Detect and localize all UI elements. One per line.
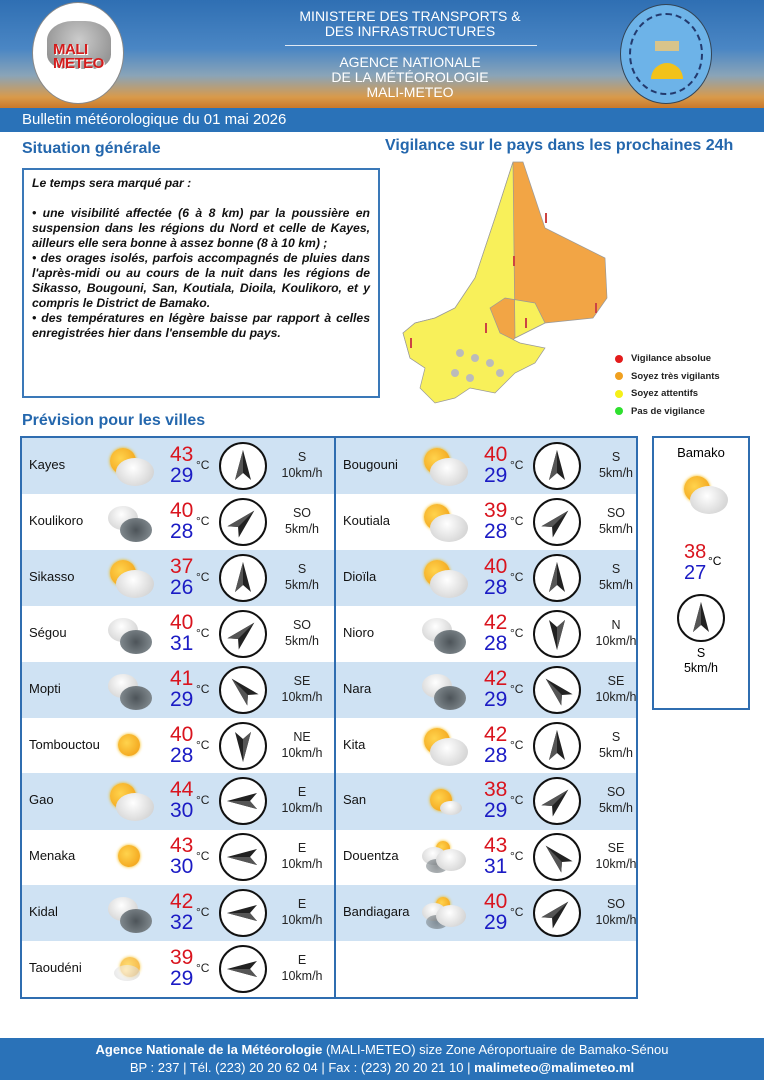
city-name: Nioro xyxy=(343,624,375,640)
wind-direction: SE xyxy=(607,841,625,856)
mixed-clouds-icon xyxy=(416,837,468,877)
city-forecast xyxy=(22,494,334,550)
wind-speed: 10km/h xyxy=(595,913,637,928)
city-name: San xyxy=(343,792,367,808)
temp-unit: °C xyxy=(196,513,210,528)
partly-sunny-icon xyxy=(416,502,468,542)
situation-intro: Le temps sera marqué par : xyxy=(32,176,192,190)
forecast-title: Prévision pour les villes xyxy=(22,412,206,429)
max-temp: 40 xyxy=(170,610,194,634)
wind-arrow-icon xyxy=(221,755,265,772)
wind-direction: SO xyxy=(606,785,626,800)
wind-direction: SO xyxy=(292,617,312,632)
city-forecast xyxy=(22,773,334,829)
partly-sunny-icon xyxy=(102,446,154,486)
min-temp: 29 xyxy=(484,687,508,711)
city-forecast xyxy=(336,773,648,829)
max-temp: 43 xyxy=(170,834,194,858)
min-temp: 29 xyxy=(484,799,508,823)
wind-direction-compass xyxy=(219,945,267,993)
table-row xyxy=(22,718,636,774)
situation-bullet: • des orages isolés, parfois accompagnés de pluies dans l'après-midi ou au cours de la nuit dans les régions de Sikasso, Bougouni, San, Koutiala, Dioila, Koulikoro, et y compris le District de Bamako. xyxy=(32,251,370,310)
max-temp: 37 xyxy=(170,554,194,578)
situation-box xyxy=(22,168,380,398)
wind-direction-compass xyxy=(219,442,267,490)
wind-arrow-icon xyxy=(221,866,265,883)
temp-unit: °C xyxy=(196,961,210,976)
wind-direction: S xyxy=(611,561,621,576)
max-temp: 42 xyxy=(484,610,508,634)
wind-arrow-icon xyxy=(535,922,579,939)
max-temp: 43 xyxy=(484,834,508,858)
column-divider xyxy=(334,438,336,997)
wind-direction: E xyxy=(297,953,307,968)
legend-dot-icon xyxy=(615,390,623,398)
wind-direction-compass xyxy=(219,610,267,658)
footer-agency: Agence Nationale de la Météorologie xyxy=(95,1042,323,1057)
table-row xyxy=(22,829,636,885)
wind-direction: S xyxy=(297,450,307,464)
max-temp: 40 xyxy=(484,890,508,914)
partly-sunny-icon xyxy=(102,781,154,821)
wind-speed: 10km/h xyxy=(281,969,323,984)
sunny-icon xyxy=(102,837,154,877)
legend-label: Vigilance absolue xyxy=(631,353,712,365)
wind-speed: 10km/h xyxy=(281,801,323,816)
wind-direction-compass xyxy=(219,554,267,602)
city-forecast xyxy=(22,885,334,941)
agency-line-1: AGENCE NATIONALE xyxy=(339,54,481,70)
overcast-icon xyxy=(102,893,154,933)
ministry-line-2: DES INFRASTRUCTURES xyxy=(324,23,496,39)
city-name: Taoudéni xyxy=(29,960,82,976)
city-forecast xyxy=(336,494,648,550)
legend-dot-icon xyxy=(615,407,623,415)
wind-speed: 10km/h xyxy=(595,633,637,648)
wind-direction: S xyxy=(297,561,307,576)
wind-arrow-icon xyxy=(221,699,265,716)
wind-direction-compass xyxy=(677,594,725,642)
capital-name: Bamako xyxy=(677,445,725,460)
wind-direction: SE xyxy=(607,673,625,688)
max-temp: 38 xyxy=(484,778,508,802)
max-temp: 39 xyxy=(484,498,508,522)
max-temp: 39 xyxy=(170,946,194,970)
wind-direction: SE xyxy=(293,673,311,688)
wind-direction-compass xyxy=(533,833,581,881)
temp-unit: °C xyxy=(196,569,210,584)
wind-direction-compass xyxy=(219,666,267,714)
city-name: Kita xyxy=(343,736,366,752)
wind-arrow-icon xyxy=(535,755,579,772)
city-name: Tombouctou xyxy=(29,736,100,752)
footer-email[interactable]: malimeteo@malimeteo.ml xyxy=(474,1060,635,1075)
capital-temp-unit: °C xyxy=(708,554,722,568)
min-temp: 28 xyxy=(484,519,508,543)
wind-direction-compass xyxy=(533,498,581,546)
city-forecast xyxy=(336,606,648,662)
city-forecast xyxy=(22,718,334,774)
overcast-icon xyxy=(416,614,468,654)
header-divider xyxy=(285,45,537,46)
wind-arrow-icon xyxy=(221,922,265,939)
situation-bullet: • des températures en légère baisse par rapport à celles enregistrées hier dans l'ensemble du pays. xyxy=(32,311,370,340)
wind-direction-compass xyxy=(533,554,581,602)
wind-direction: S xyxy=(611,450,621,464)
city-name: Douentza xyxy=(343,848,399,864)
city-name: Ségou xyxy=(29,624,67,640)
capital-wind-direction: S xyxy=(696,646,706,660)
capital-wind-speed: 5km/h xyxy=(683,661,719,675)
min-temp: 29 xyxy=(170,464,194,487)
wind-speed: 5km/h xyxy=(284,577,320,592)
temp-unit: °C xyxy=(510,513,524,528)
wind-direction-compass xyxy=(219,833,267,881)
wind-speed: 5km/h xyxy=(598,745,634,760)
temp-unit: °C xyxy=(196,681,210,696)
max-temp: 40 xyxy=(170,722,194,746)
max-temp: 41 xyxy=(170,666,194,690)
overcast-icon xyxy=(416,670,468,710)
wind-arrow-icon xyxy=(221,978,265,995)
max-temp: 40 xyxy=(170,498,194,522)
wind-arrow-icon xyxy=(679,627,723,644)
temp-unit: °C xyxy=(196,793,210,808)
wind-speed: 10km/h xyxy=(281,913,323,928)
ministry-line-1: MINISTERE DES TRANSPORTS & xyxy=(299,8,521,24)
city-forecast xyxy=(336,829,648,885)
wind-direction: E xyxy=(297,897,307,912)
city-name: Kayes xyxy=(29,457,66,472)
min-temp: 31 xyxy=(484,855,508,879)
min-temp: 28 xyxy=(170,519,194,543)
overcast-icon xyxy=(102,502,154,542)
min-temp: 28 xyxy=(484,631,508,655)
wind-arrow-icon xyxy=(535,475,579,492)
city-forecast xyxy=(22,550,334,606)
wind-arrow-icon xyxy=(535,587,579,604)
city-name: Gao xyxy=(29,792,54,808)
hazy-sun-icon xyxy=(102,949,154,989)
wind-arrow-icon xyxy=(535,699,579,716)
temp-unit: °C xyxy=(196,625,210,640)
city-forecast xyxy=(336,718,648,774)
wind-speed: 5km/h xyxy=(598,801,634,816)
wind-direction: E xyxy=(297,841,307,856)
temp-unit: °C xyxy=(510,458,524,472)
min-temp: 30 xyxy=(170,799,194,823)
wind-speed: 10km/h xyxy=(595,857,637,872)
wind-arrow-icon xyxy=(535,531,579,548)
wind-direction-compass xyxy=(219,777,267,825)
temp-unit: °C xyxy=(510,737,524,752)
legend-dot-icon xyxy=(615,372,623,380)
max-temp: 44 xyxy=(170,778,194,802)
wind-direction-compass xyxy=(533,442,581,490)
max-temp: 42 xyxy=(484,666,508,690)
city-name: Bandiagara xyxy=(343,904,410,920)
city-name: Mopti xyxy=(29,680,61,696)
city-forecast xyxy=(336,438,648,494)
partly-sunny-icon xyxy=(416,558,468,598)
temp-unit: °C xyxy=(510,681,524,696)
overcast-icon xyxy=(102,614,154,654)
max-temp: 42 xyxy=(484,722,508,746)
wind-direction-compass xyxy=(533,722,581,770)
min-temp: 29 xyxy=(170,967,194,991)
legend-label: Soyez attentifs xyxy=(631,388,699,400)
header-banner xyxy=(0,0,764,108)
legend-dot-icon xyxy=(615,355,623,363)
partly-sunny-icon xyxy=(416,446,468,486)
legend-item xyxy=(615,385,720,403)
legend-item xyxy=(615,368,720,386)
wind-direction-compass xyxy=(533,610,581,658)
overcast-icon xyxy=(102,670,154,710)
legend-item xyxy=(615,350,720,368)
vigilance-legend xyxy=(615,350,720,420)
capital-forecast-card xyxy=(652,436,750,710)
city-name: Nara xyxy=(343,680,372,696)
wind-speed: 5km/h xyxy=(284,633,320,648)
temp-unit: °C xyxy=(196,458,210,472)
city-name: Kidal xyxy=(29,904,58,920)
table-row xyxy=(22,885,636,941)
table-row xyxy=(22,550,636,606)
wind-speed: 5km/h xyxy=(598,466,634,480)
wind-direction: E xyxy=(297,785,307,800)
vigilance-title: Vigilance sur le pays dans les prochaines 24h xyxy=(385,137,734,154)
city-forecast xyxy=(22,829,334,885)
partly-sunny-icon xyxy=(676,474,728,514)
wind-arrow-icon xyxy=(221,810,265,827)
min-temp: 29 xyxy=(484,464,508,487)
table-row xyxy=(22,662,636,718)
temp-unit: °C xyxy=(196,737,210,752)
min-temp: 29 xyxy=(484,911,508,935)
max-temp: 43 xyxy=(170,443,194,466)
city-forecast xyxy=(336,550,648,606)
min-temp: 30 xyxy=(170,855,194,879)
wind-arrow-icon xyxy=(535,643,579,660)
wind-arrow-icon xyxy=(221,475,265,492)
partly-sunny-icon xyxy=(416,726,468,766)
max-temp: 40 xyxy=(484,554,508,578)
temp-unit: °C xyxy=(510,793,524,808)
city-forecast xyxy=(22,662,334,718)
city-forecast xyxy=(22,606,334,662)
city-forecast xyxy=(336,885,648,941)
wind-direction: SO xyxy=(606,505,626,520)
wind-direction: SO xyxy=(606,897,626,912)
city-name: Koutiala xyxy=(343,512,390,528)
mali-meteo-logo: MALI METEO xyxy=(32,2,124,104)
wind-speed: 10km/h xyxy=(281,745,323,760)
legend-item xyxy=(615,403,720,421)
max-temp: 40 xyxy=(484,443,508,466)
wind-direction: NE xyxy=(293,729,311,744)
wind-direction-compass xyxy=(219,722,267,770)
min-temp: 32 xyxy=(170,911,194,935)
city-name: Bougouni xyxy=(343,457,398,472)
situation-title: Situation générale xyxy=(22,140,161,157)
temp-unit: °C xyxy=(510,625,524,640)
wind-speed: 5km/h xyxy=(598,521,634,536)
city-forecast-table xyxy=(20,436,638,999)
sunny-icon xyxy=(102,726,154,766)
partly-sunny-icon xyxy=(102,558,154,598)
bulletin-title: Bulletin météorologique du 01 mai 2026 xyxy=(0,108,764,132)
wind-speed: 5km/h xyxy=(598,577,634,592)
min-temp: 26 xyxy=(170,575,194,599)
table-row xyxy=(22,606,636,662)
capital-min-temp: 27 xyxy=(684,562,707,584)
temp-unit: °C xyxy=(196,849,210,864)
min-temp: 28 xyxy=(484,743,508,767)
city-name: Dioïla xyxy=(343,568,377,584)
agency-line-3: MALI-METEO xyxy=(366,84,454,100)
wind-speed: 5km/h xyxy=(284,521,320,536)
wind-arrow-icon xyxy=(221,643,265,660)
wind-speed: 10km/h xyxy=(281,466,323,480)
city-name: Koulikoro xyxy=(29,512,84,528)
min-temp: 29 xyxy=(170,687,194,711)
wind-arrow-icon xyxy=(535,810,579,827)
wind-direction-compass xyxy=(219,889,267,937)
city-name: Sikasso xyxy=(29,568,75,584)
situation-bullet: • une visibilité affectée (6 à 8 km) par la poussière en suspension dans les régions du Nord et celle de Kayes, ailleurs elle sera bonne à assez bonne (8 à 10 km) ; xyxy=(32,206,370,250)
vigilance-map xyxy=(395,158,615,413)
city-forecast xyxy=(336,662,648,718)
wind-arrow-icon xyxy=(221,531,265,548)
temp-unit: °C xyxy=(510,849,524,864)
mixed-clouds-icon xyxy=(416,893,468,933)
wind-direction: SO xyxy=(292,505,312,520)
min-temp: 28 xyxy=(484,575,508,599)
max-temp: 42 xyxy=(170,890,194,914)
min-temp: 31 xyxy=(170,631,194,655)
legend-label: Pas de vigilance xyxy=(631,405,705,417)
wind-speed: 10km/h xyxy=(595,689,637,704)
city-name: Menaka xyxy=(29,848,76,864)
sun-small-cloud-icon xyxy=(416,781,468,821)
wind-direction-compass xyxy=(533,666,581,714)
wind-direction: N xyxy=(611,617,621,632)
capital-max-temp: 38 xyxy=(684,541,707,563)
table-row xyxy=(22,941,636,997)
wind-speed: 10km/h xyxy=(281,857,323,872)
wind-arrow-icon xyxy=(535,866,579,883)
min-temp: 28 xyxy=(170,743,194,767)
wind-direction: S xyxy=(611,729,621,744)
footer xyxy=(0,1038,764,1080)
table-row xyxy=(22,494,636,550)
temp-unit: °C xyxy=(196,905,210,920)
wind-direction-compass xyxy=(219,498,267,546)
agency-line-2: DE LA MÉTÉOROLOGIE xyxy=(331,69,489,85)
footer-address: (MALI-METEO) size Zone Aéroportuaire de Bamako-Sénou xyxy=(322,1042,669,1057)
footer-contacts: BP : 237 | Tél. (223) 20 20 62 04 | Fax : (223) 20 20 21 10 | xyxy=(129,1060,475,1075)
table-row xyxy=(22,773,636,829)
wind-arrow-icon xyxy=(221,587,265,604)
temp-unit: °C xyxy=(510,569,524,584)
wind-direction-compass xyxy=(533,889,581,937)
city-forecast xyxy=(22,941,334,997)
mali-coat-of-arms xyxy=(620,4,712,104)
temp-unit: °C xyxy=(510,905,524,920)
wind-direction-compass xyxy=(533,777,581,825)
legend-label: Soyez très vigilants xyxy=(631,370,720,382)
city-forecast xyxy=(22,438,334,494)
table-row xyxy=(22,438,636,494)
wind-speed: 10km/h xyxy=(281,689,323,704)
